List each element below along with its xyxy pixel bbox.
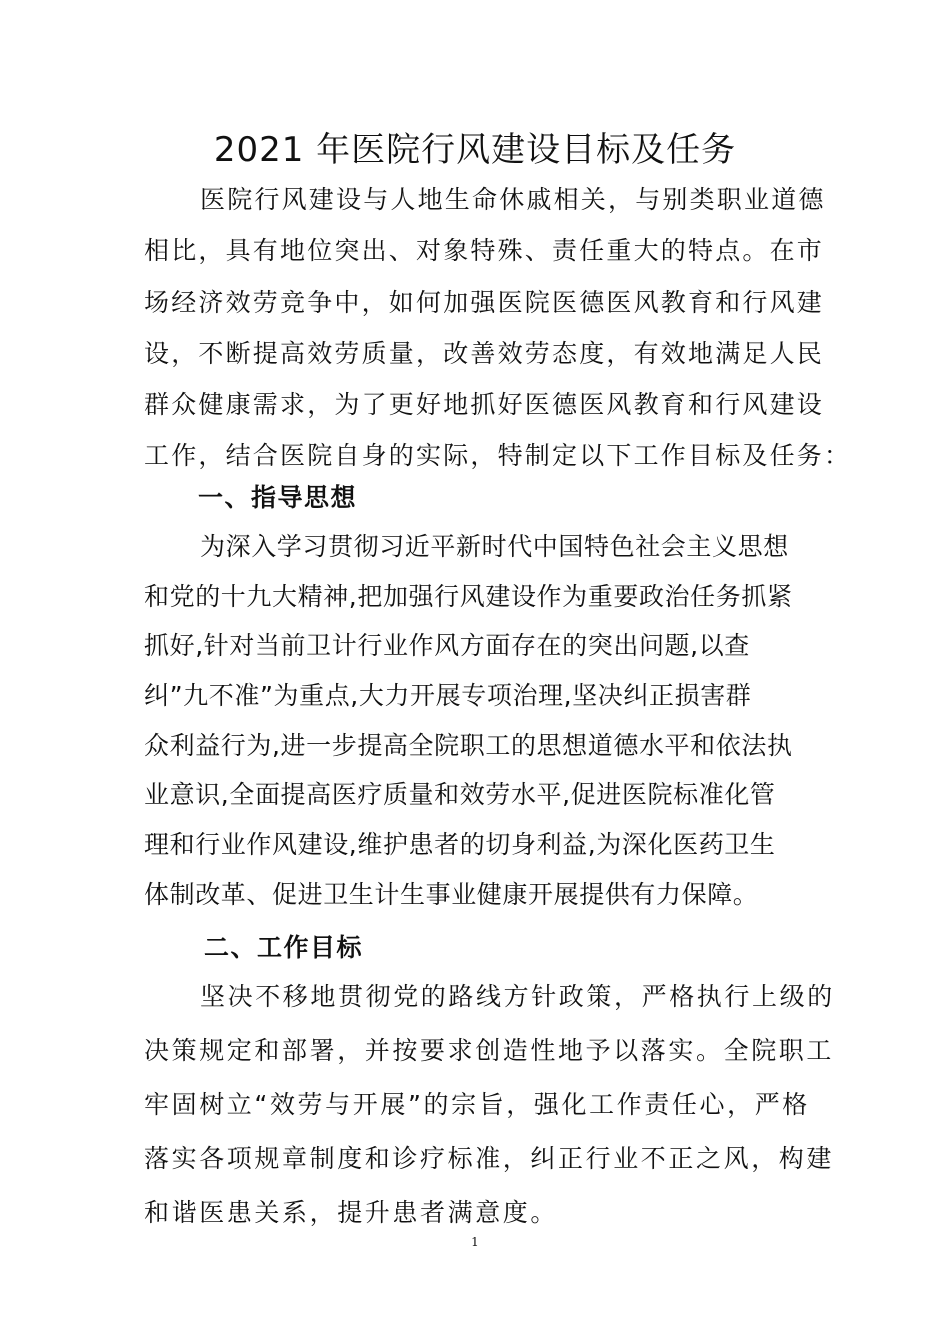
page-number: 1 bbox=[471, 1235, 479, 1249]
intro-line: 场经济效劳竞争中，如何加强医院医德医风教育和行风建 bbox=[144, 287, 825, 317]
goals-line: 牢固树立“效劳与开展”的宗旨，强化工作责任心，严格 bbox=[144, 1090, 810, 1119]
intro-line: 相比，具有地位突出、对象特殊、责任重大的特点。在市 bbox=[144, 236, 825, 266]
guiding-line: 理和行业作风建设,维护患者的切身利益,为深化医药卫生 bbox=[144, 830, 776, 860]
work-goals-paragraph bbox=[144, 970, 835, 1240]
intro-line: 工作，结合医院自身的实际，特制定以下工作目标及任务： bbox=[144, 441, 852, 471]
intro-paragraph bbox=[144, 174, 852, 482]
guiding-line: 为深入学习贯彻习近平新时代中国特色社会主义思想 bbox=[200, 532, 789, 561]
guiding-line: 纠”九不准”为重点,大力开展专项治理,坚决纠正损害群 bbox=[144, 681, 752, 711]
intro-line: 群众健康需求，为了更好地抓好医德医风教育和行风建设 bbox=[144, 390, 825, 420]
goals-line: 决策规定和部署，并按要求创造性地予以落实。全院职工 bbox=[144, 1036, 835, 1065]
section-heading-work-goals: 二、工作目标 bbox=[204, 933, 364, 962]
guiding-line: 业意识,全面提高医疗质量和效劳水平,促进医院标准化管 bbox=[144, 780, 776, 810]
intro-line: 设，不断提高效劳质量，改善效劳态度，有效地满足人民 bbox=[144, 338, 825, 368]
guiding-line: 抓好,针对当前卫计行业作风方面存在的突出问题,以查 bbox=[144, 631, 750, 661]
guiding-ideology-paragraph bbox=[144, 522, 804, 920]
intro-line: 医院行风建设与人地生命休戚相关，与别类职业道德 bbox=[200, 185, 826, 214]
document-title: 2021 年医院行风建设目标及任务 bbox=[213, 130, 737, 170]
goals-line: 落实各项规章制度和诊疗标准，纠正行业不正之风，构建 bbox=[144, 1144, 835, 1173]
section-heading-guiding-ideology: 一、指导思想 bbox=[198, 483, 358, 512]
guiding-line: 体制改革、促进卫生计生事业健康开展提供有力保障。 bbox=[144, 879, 759, 909]
guiding-line: 众利益行为,进一步提高全院职工的思想道德水平和依法执 bbox=[144, 730, 793, 760]
goals-line: 和谐医患关系，提升患者满意度。 bbox=[144, 1198, 559, 1227]
goals-line: 坚决不移地贯彻党的路线方针政策，严格执行上级的 bbox=[200, 982, 835, 1011]
guiding-line: 和党的十九大精神,把加强行风建设作为重要政治任务抓紧 bbox=[144, 581, 793, 611]
